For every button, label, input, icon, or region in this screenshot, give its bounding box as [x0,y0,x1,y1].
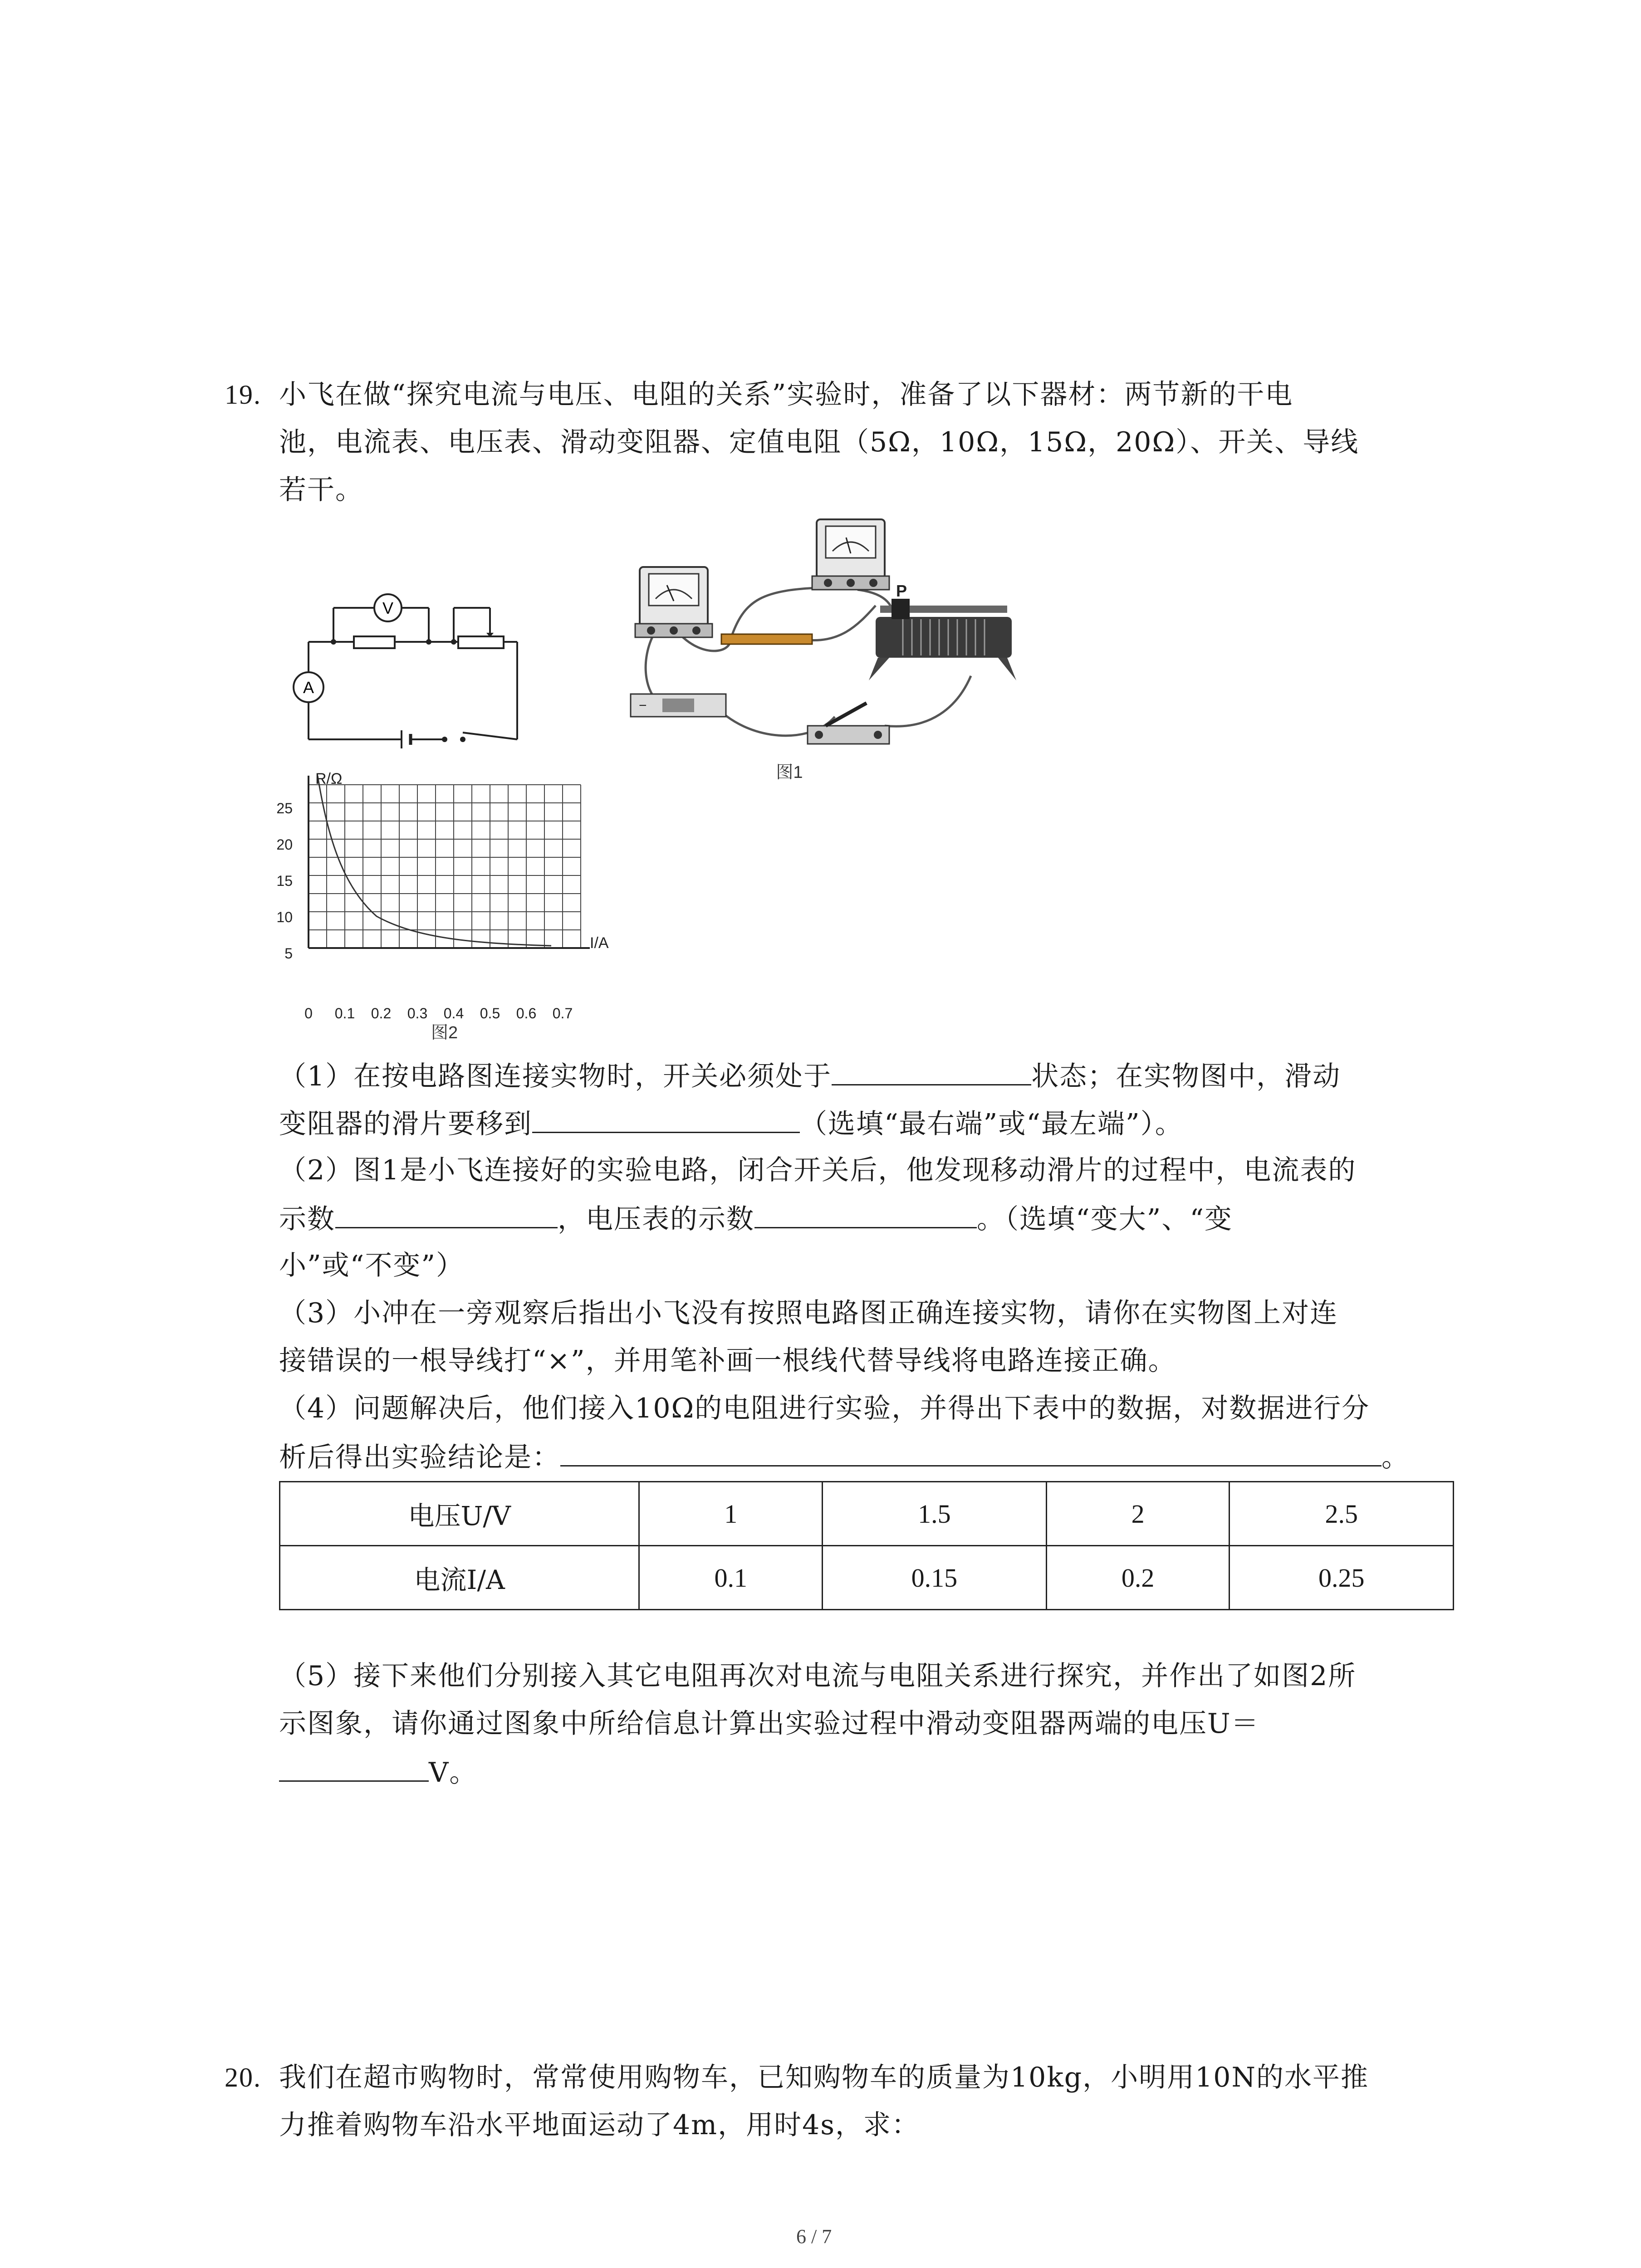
q20-line-2: 力推着购物车沿水平地面运动了4m，用时4s，求： [279,2109,920,2141]
q19-part1-line1: （1）在按电路图连接实物时，开关必须处于 状态；在实物图中，滑动 [279,1057,1341,1095]
q19-part2-line2: 示数 ，电压表的示数 。（选填“变大”、“变 [279,1200,1233,1237]
table-cell: 0.2 [1046,1546,1230,1610]
x-tick: 0.6 [516,1005,537,1021]
answer-blank-rheostat-voltage[interactable] [279,1753,429,1782]
y-tick: 15 [276,873,293,889]
q19-part5-line1: （5）接下来他们分别接入其它电阻再次对电流与电阻关系进行探究，并作出了如图2所 [279,1660,1357,1692]
table-cell: 0.15 [823,1546,1047,1610]
page-number: 6 / 7 [796,2225,832,2248]
q19-part4-line2: 析后得出实验结论是： 。 [279,1438,1410,1476]
answer-blank-ammeter-reading[interactable] [335,1200,558,1228]
table-header-cell: 电流I/A [280,1546,639,1610]
svg-text:−: − [639,698,647,713]
figure-2-graph [272,767,617,1021]
q19-intro-line-1: 小飞在做“探究电流与电压、电阻的关系”实验时，准备了以下器材：两节新的干电 [279,379,1293,411]
q20-line-1: 我们在超市购物时，常常使用购物车，已知购物车的质量为10kg，小明用10N的水平推 [279,2062,1369,2093]
graph-ylabel: R/Ω [315,770,343,787]
table-header-cell: 电压U/V [280,1482,639,1546]
q19-part2-line3: 小”或“不变”） [279,1250,465,1281]
x-tick: 0 [304,1005,313,1021]
table-cell: 2 [1046,1482,1230,1546]
q19-number: 19. [225,380,261,410]
y-tick: 5 [284,945,293,962]
answer-blank-conclusion[interactable] [560,1438,1381,1466]
table-row [280,1482,1454,1546]
table-cell: 2.5 [1230,1482,1454,1546]
answer-blank-voltmeter-reading[interactable] [754,1200,977,1228]
y-tick: 25 [276,800,293,816]
table-cell: 1.5 [823,1482,1047,1546]
circuit-diagram [272,572,535,762]
q19-part3-line1: （3）小冲在一旁观察后指出小飞没有按照电路图正确连接实物，请你在实物图上对连 [279,1297,1338,1329]
q19-intro-line-2: 池，电流表、电压表、滑动变阻器、定值电阻（5Ω，10Ω，15Ω，20Ω）、开关、导线 [279,426,1359,458]
x-tick: 0.3 [407,1005,428,1021]
ammeter-label: A [303,678,314,697]
y-tick: 20 [276,836,293,853]
q19-part5-line3: V。 [279,1753,477,1791]
x-tick: 0.1 [334,1005,355,1021]
q19-part1-line2: 变阻器的滑片要移到 （选填“最右端”或“最左端”）。 [279,1105,1183,1142]
figure-2-caption: 图2 [431,1023,458,1042]
slider-p-label: P [896,582,907,600]
x-tick: 0.4 [443,1005,464,1021]
answer-blank-switch-state[interactable] [832,1057,1031,1085]
table-cell: 1 [639,1482,823,1546]
q20-number: 20. [225,2063,261,2092]
x-tick: 0.2 [371,1005,392,1021]
answer-blank-slider-position[interactable] [532,1105,800,1133]
data-table [279,1481,1454,1610]
x-tick: 0.7 [552,1005,573,1021]
table-cell: 0.25 [1230,1546,1454,1610]
table-cell: 0.1 [639,1546,823,1610]
q19-part5-line2: 示图象，请你通过图象中所给信息计算出实验过程中滑动变阻器两端的电压U＝ [279,1708,1259,1740]
q19-part2-line1: （2）图1是小飞连接好的实验电路，闭合开关后，他发现移动滑片的过程中，电流表的 [279,1154,1357,1186]
figure-1-caption: 图1 [776,763,803,780]
r-vs-i-curve [318,776,551,946]
y-tick: 10 [276,909,293,925]
voltmeter-label: V [382,599,394,617]
q19-part4-line1: （4）问题解决后，他们接入10Ω的电阻进行实验，并得出下表中的数据，对数据进行分 [279,1393,1370,1424]
x-tick: 0.5 [480,1005,500,1021]
q19-intro-line-3: 若干。 [279,474,363,506]
graph-xlabel: I/A [590,934,609,952]
table-row [280,1546,1454,1610]
q19-part3-line2: 接错误的一根导线打“×”，并用笔补画一根线代替导线将电路连接正确。 [279,1345,1176,1377]
figure-1-circuit-photo [612,508,1021,780]
